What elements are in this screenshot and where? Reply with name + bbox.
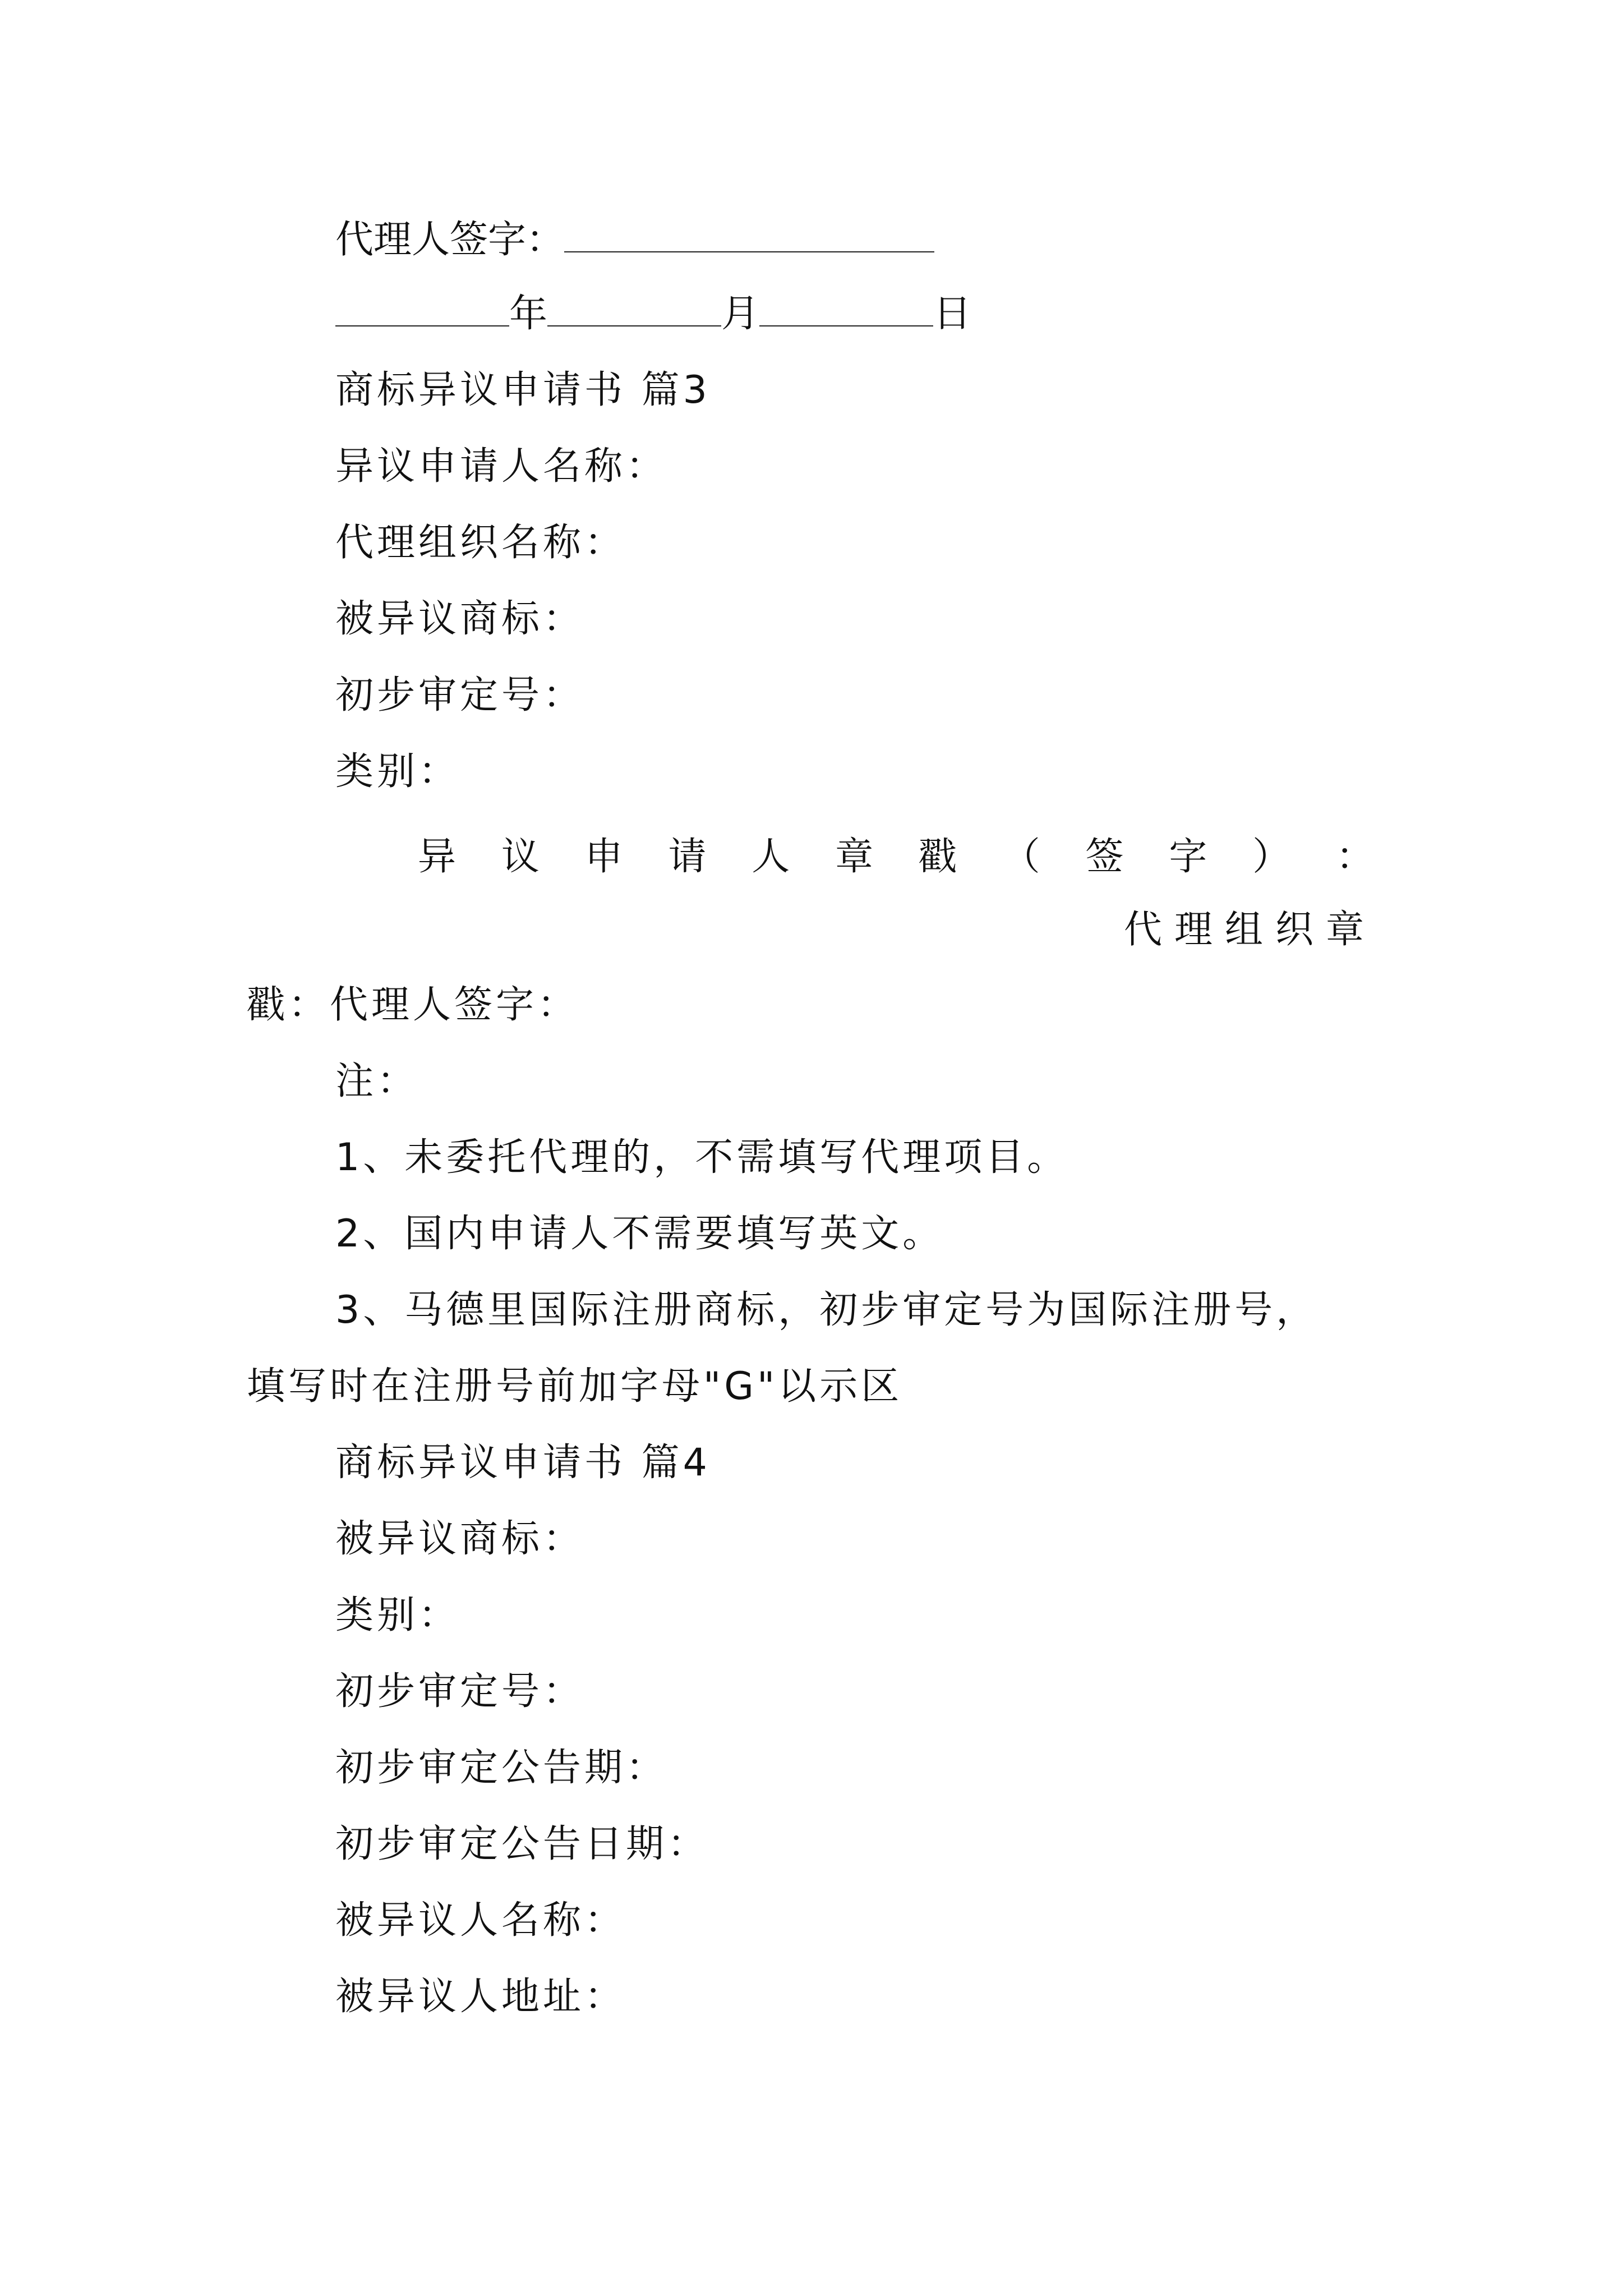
preliminary-number-label-2: 初步审定号： [335,1669,585,1714]
announcement-issue-label: 初步审定公告期： [335,1746,668,1790]
seal-char: 字 [1169,835,1207,879]
opposed-trademark-label: 被异议商标： [335,597,585,641]
year-blank [335,292,509,326]
note-2: 2、国内申请人不需要填写英文。 [335,1212,944,1256]
agency-seal-label: 代理组织章 [1123,908,1376,952]
month-label: 月 [721,292,760,336]
day-label: 日 [933,292,972,336]
seal-char: 签 [1085,835,1124,879]
year-label: 年 [509,292,548,336]
agency-seal-continued: 戳：代理人签字： [247,983,579,1027]
section4-title: 商标异议申请书 篇4 [335,1441,711,1485]
preliminary-number-label: 初步审定号： [335,673,585,717]
seal-char: 戳 [918,835,957,879]
class-label-2: 类别： [335,1593,460,1637]
seal-char: 申 [584,835,623,879]
agency-name-label: 代理组织名称： [335,521,626,565]
month-blank [547,292,721,326]
note-label: 注： [335,1059,419,1103]
seal-char: ） [1252,835,1291,879]
opposer-name-label: 异议申请人名称： [335,444,668,489]
date-row [335,292,971,337]
opposed-party-address-label: 被异议人地址： [335,1975,626,2019]
agent-signature-row [335,218,934,263]
agent-signature-blank [564,218,934,252]
seal-char: 章 [835,835,874,879]
day-blank [759,292,933,326]
announcement-date-label: 初步审定公告日期： [335,1822,709,1866]
agent-signature-label: 代理人签字： [335,218,565,262]
opposer-seal-line [418,835,1374,880]
section3-title: 商标异议申请书 篇3 [335,368,711,412]
seal-char: （ [1002,835,1040,879]
seal-char: 议 [501,835,540,879]
seal-char: 请 [668,835,707,879]
note-3-line1: 3、马德里国际注册商标，初步审定号为国际注册号， [335,1288,1318,1332]
note-3-line2: 填写时在注册号前加字母"G"以示区 [247,1364,903,1409]
opposed-party-name-label: 被异议人名称： [335,1898,626,1943]
class-label: 类别： [335,749,460,794]
seal-char: ： [1335,835,1374,879]
seal-char: 异 [418,835,457,879]
seal-char: 人 [751,835,790,879]
opposed-trademark-label-2: 被异议商标： [335,1517,585,1561]
note-1: 1、未委托代理的，不需填写代理项目。 [335,1135,1069,1180]
